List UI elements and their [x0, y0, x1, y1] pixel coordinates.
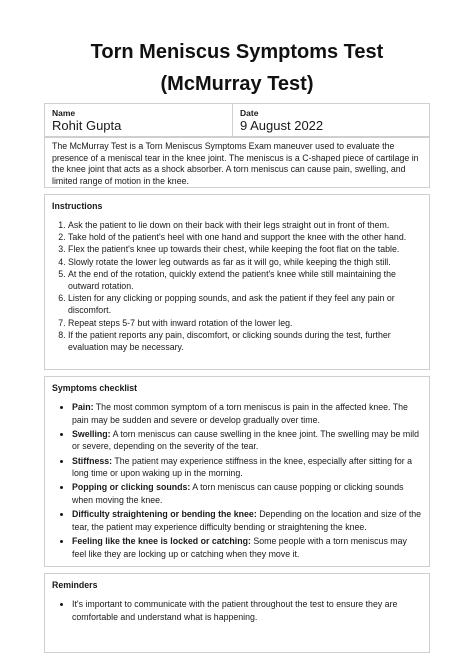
instructions-section	[44, 194, 430, 370]
symptoms-list	[52, 401, 422, 560]
symptom-text: Some people with a torn meniscus may feel like they are locking up or catching when they move it.	[72, 535, 407, 559]
page-title: Torn Meniscus Symptoms Test	[90, 41, 384, 63]
symptom-item	[72, 535, 422, 560]
symptom-item	[72, 508, 422, 533]
instructions-title: Instructions	[52, 201, 103, 211]
symptoms-section	[44, 376, 430, 567]
reminder-item: • It's important to communicate with the patient throughout the test to ensure they are comfortable and understand what is happening.	[72, 598, 422, 623]
reminders-title: Reminders	[52, 580, 98, 590]
date-value[interactable]: 9 August 2022	[240, 118, 324, 133]
instructions-list	[52, 219, 422, 353]
symptom-term: Stiffness:	[72, 455, 113, 466]
symptom-text: Depending on the location and size of the tear, the patient may experience difficulty bending or straightening the knee.	[72, 509, 422, 532]
symptom-item	[72, 481, 422, 506]
name-label: Name	[52, 108, 76, 118]
date-label: Date	[240, 108, 259, 118]
name-value[interactable]: Rohit Gupta	[52, 118, 122, 133]
symptom-term: Pain:	[72, 402, 94, 412]
name-cell	[45, 104, 233, 136]
symptom-item	[72, 455, 422, 480]
symptom-term: Popping or clicking sounds:	[72, 482, 191, 493]
page-subtitle: (McMurray Test)	[160, 73, 314, 95]
symptom-item	[72, 428, 422, 453]
instruction-item: 6. Listen for any clicking or popping sounds, and ask the patient if they feel any pain or discomfort.	[68, 292, 422, 316]
symptom-text: The patient may experience stiffness in the knee, especially after sitting for a long time or upon waking up in the morning.	[72, 455, 413, 479]
symptom-text: The most common symptom of a torn meniscus is pain in the affected knee. The pain may be sudden and severe or develop gradually over time.	[72, 402, 408, 425]
date-cell	[233, 104, 429, 136]
symptom-term: Difficulty straightening or bending the knee:	[72, 509, 257, 520]
symptom-term: Swelling:	[72, 428, 111, 439]
symptom-item	[72, 401, 422, 426]
intro-paragraph: The McMurray Test is a Torn Meniscus Symptoms Exam maneuver used to evaluate the presence of a meniscal tear in the knee joint. The meniscus is a C-shaped piece of cartilage in the knee joint that acts as a shock absorber. A torn meniscus can cause pain, swelling, and limited range of motion in the knee.	[44, 137, 430, 188]
patient-info-header	[44, 103, 430, 137]
reminders-section	[44, 573, 430, 653]
reminders-list	[52, 598, 422, 623]
instruction-item: 5. At the end of the rotation, quickly extend the patient's knee while still maintaining the outward rotation.	[68, 268, 422, 292]
symptom-term: Feeling like the knee is locked or catching:	[72, 535, 251, 546]
symptoms-title: Symptoms checklist	[52, 383, 138, 393]
symptom-text: A torn meniscus can cause swelling in the knee joint. The swelling may be mild or severe, depending on the severity of the tear.	[72, 428, 420, 452]
instruction-item: 2. Take hold of the patient's heel with one hand and support the knee with the other hand.	[68, 231, 422, 243]
instruction-item: 8. If the patient reports any pain, discomfort, or clicking sounds during the test, further evaluation may be necessary.	[68, 329, 422, 353]
instruction-item: 1. Ask the patient to lie down on their back with their legs straight out in front of them.	[68, 219, 422, 231]
instruction-item: 4. Slowly rotate the lower leg outwards as far as it will go, while keeping the thigh still.	[68, 256, 422, 268]
symptom-text: A torn meniscus can cause popping or clicking sounds when moving the knee.	[72, 482, 404, 505]
instruction-item: 7. Repeat steps 5-7 but with inward rotation of the lower leg.	[68, 317, 422, 329]
instruction-item: 3. Flex the patient's knee up towards their chest, while keeping the foot flat on the table.	[68, 243, 422, 255]
